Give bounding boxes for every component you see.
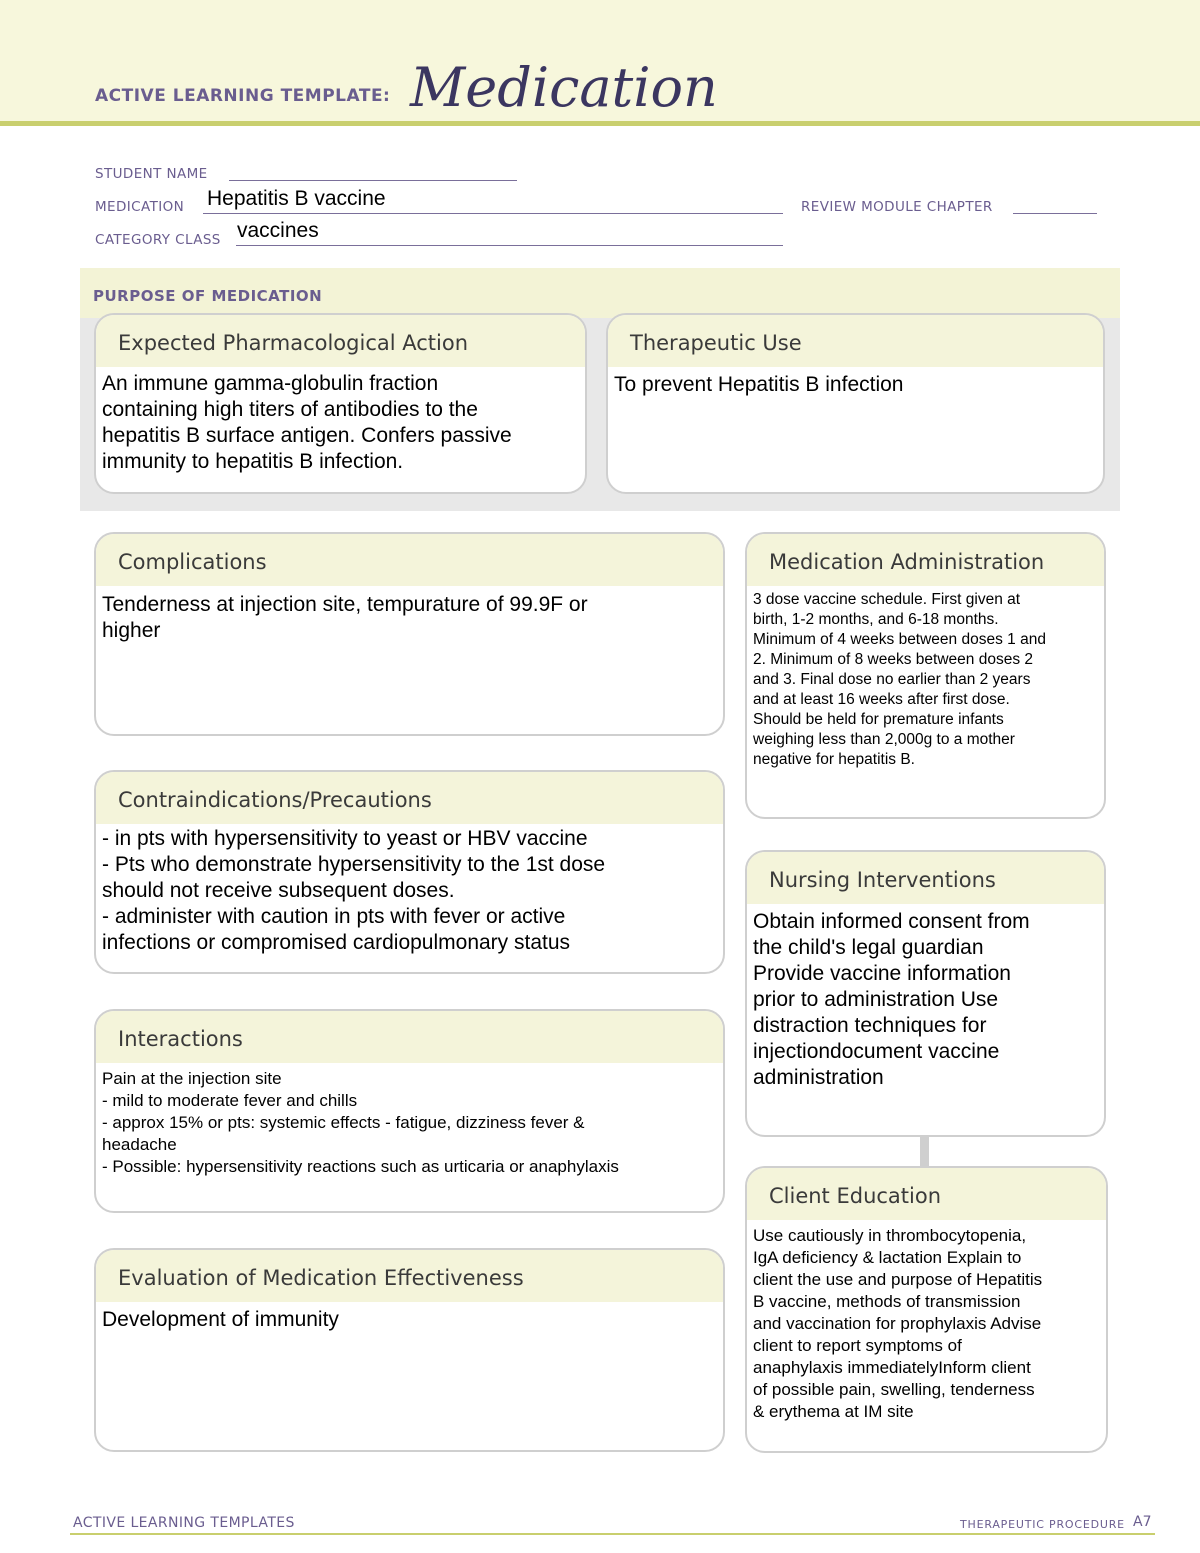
box-title: Contraindications/Precautions	[118, 788, 432, 812]
box-title: Medication Administration	[769, 550, 1045, 574]
administration-box[interactable]	[745, 532, 1106, 819]
contraindications-box[interactable]	[94, 770, 725, 974]
footer-rule	[70, 1533, 1155, 1535]
expected-action-box[interactable]	[94, 313, 587, 494]
medication-field[interactable]: Hepatitis B vaccine	[207, 187, 386, 210]
template-label: ACTIVE LEARNING TEMPLATE:	[95, 86, 391, 106]
complications-text: Tenderness at injection site, tempurature of 99.9F or higher	[102, 593, 588, 642]
evaluation-box[interactable]	[94, 1248, 725, 1452]
complications-box[interactable]	[94, 532, 725, 736]
therapeutic-use-text: To prevent Hepatitis B infection	[614, 373, 904, 396]
box-title: Complications	[118, 550, 267, 574]
client-education-text: Use cautiously in thrombocytopenia, IgA deficiency & lactation Explain to client the use and purpose of Hepatitis B vaccine, methods of transmission and vaccination for prophylaxis Advise client to report symptoms of anaphylaxis immediatelyInform client of possible pain, swelling, tenderness & erythema at IM site	[753, 1226, 1043, 1421]
administration-text: 3 dose vaccine schedule. First given at birth, 1-2 months, and 6-18 months. Minimum of 4 weeks between doses 1 and 2. Minimum of 8 weeks between doses 2 and 3. Final dose no earlier than 2 years and at least 16 weeks after first dose. Should be held for premature infants weighing less than 2,000g to a mother negative for hepatitis B.	[753, 591, 1046, 768]
purpose-label: PURPOSE OF MEDICATION	[93, 287, 323, 305]
box-title: Interactions	[118, 1027, 243, 1051]
category-class-line	[236, 245, 783, 246]
nursing-interventions-box[interactable]	[745, 850, 1106, 1137]
interactions-text: Pain at the injection site - mild to moderate fever and chills - approx 15% or pts: systemic effects - fatigue, dizziness fever & headache - Possible: hypersensitivity reactions such as urticaria or anaphylaxis	[102, 1069, 619, 1176]
review-module-line	[1013, 213, 1097, 214]
header-rule	[0, 121, 1200, 126]
client-education-box[interactable]	[745, 1166, 1108, 1453]
box-title: Client Education	[769, 1184, 942, 1208]
category-class-label: CATEGORY CLASS	[95, 232, 221, 248]
box-title: Therapeutic Use	[630, 331, 802, 355]
interactions-box[interactable]	[94, 1009, 725, 1213]
medication-label: MEDICATION	[95, 199, 185, 215]
contraindications-text: - in pts with hypersensitivity to yeast or HBV vaccine - Pts who demonstrate hypersensitivity to the 1st dose should not receive subsequent doses. - administer with caution in pts with fever or active infections or compromised cardiopulmonary status	[102, 827, 606, 954]
expected-action-text: An immune gamma-globulin fraction containing high titers of antibodies to the hepatitis B surface antigen. Confers passive immunity to hepatitis B infection.	[102, 372, 512, 473]
footer-page-number: A7	[1133, 1514, 1152, 1530]
therapeutic-use-box[interactable]	[606, 313, 1105, 494]
medication-line	[203, 213, 783, 214]
connector-bar	[920, 1137, 929, 1167]
footer-left-label: ACTIVE LEARNING TEMPLATES	[73, 1515, 295, 1531]
nursing-interventions-text: Obtain informed consent from the child's legal guardian Provide vaccine information prior to administration Use distraction techniques for injectiondocument vaccine administration	[753, 910, 1030, 1089]
category-class-field[interactable]: vaccines	[237, 219, 319, 242]
review-module-label: REVIEW MODULE CHAPTER	[801, 199, 993, 215]
template-title: Medication	[410, 56, 718, 119]
footer-right-label: THERAPEUTIC PROCEDURE	[960, 1518, 1125, 1531]
box-title: Evaluation of Medication Effectiveness	[118, 1266, 524, 1290]
box-title: Expected Pharmacological Action	[118, 331, 469, 355]
student-name-label: STUDENT NAME	[95, 166, 208, 182]
box-title: Nursing Interventions	[769, 868, 996, 892]
student-name-line	[229, 180, 517, 181]
evaluation-text: Development of immunity	[102, 1308, 339, 1331]
